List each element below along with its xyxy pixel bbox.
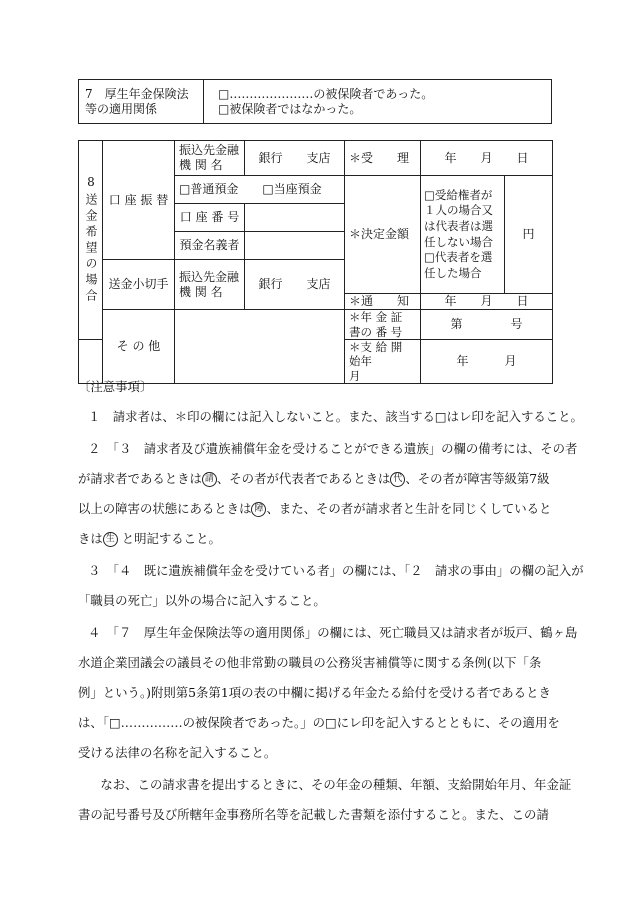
section8-table: [78, 140, 553, 384]
bank-branch-field[interactable]: 銀行 支店: [245, 141, 345, 176]
notice-label: ＊通 知: [345, 294, 421, 310]
remittance-check-label: 送金小切手: [103, 260, 175, 310]
other-field[interactable]: [175, 310, 345, 384]
certificate-number-label: ＊年 金 証 書の 番 号: [345, 310, 421, 340]
note-3-line-2: 「職員の死亡」以外の場合に記入すること。: [78, 593, 326, 608]
note-1: １ 請求者は、＊印の欄には記入しないこと。また、該当する□はレ印を記入すること。: [88, 409, 583, 424]
bank-name-label-2: 振込先金融機 関 名: [175, 260, 245, 310]
account-number-field[interactable]: [245, 204, 345, 232]
certificate-number-field[interactable]: 第 号: [421, 310, 553, 340]
decision-amount-unit: 円: [505, 176, 553, 294]
decision-case-options[interactable]: □受給権者が１人の場合又は代表者は選任しない場合□代表者を選任した場合: [421, 176, 505, 294]
note-4-line-4: は、「□……………の被保険者であった。」の□にレ印を記入するとともに、その適用を: [78, 715, 560, 730]
note-4-line-5: 受ける法律の名称を記入すること。: [78, 745, 277, 760]
account-transfer-label: 口 座 振 替: [103, 141, 175, 260]
note-2-line-2: が請求者であるときは 請 、その者が代表者であるときは 代 、その者が障害等級第7級: [78, 471, 550, 486]
note-2-line-1: ２ 「３ 請求者及び遺族補償年金を受けることができる遺族」の欄の備考には、その者: [88, 441, 578, 456]
notes-heading: 〔注意事項〕: [78, 379, 153, 394]
section8-side-label: 8送金希望の場合: [79, 141, 103, 340]
note-3-line-1: ３ 「４ 既に遺族補償年金を受けている者」の欄には、「２ 請求の事由」の欄の記入が: [88, 563, 584, 578]
section7-option-insured[interactable]: □…………………の被保険者であった。: [218, 86, 434, 101]
section7-option-not-insured[interactable]: □被保険者ではなかった。: [218, 101, 362, 116]
circled-mark: 障: [251, 502, 266, 517]
note-4-line-1: ４ 「７ 厚生年金保険法等の適用関係」の欄には、死亡職員又は請求者が坂戸、鶴ヶ島: [88, 625, 578, 640]
other-label: そ の 他: [103, 310, 175, 384]
account-holder-label: 預金名義者: [175, 232, 245, 260]
section7-label: 7 厚生年金保険法等の適用関係: [79, 80, 204, 124]
note-4-line-2: 水道企業団議会の議員その他非常勤の職員の公務災害補償等に関する条例(以下「条: [78, 655, 542, 670]
note-5-line-1: なお、この請求書を提出するときに、その年金の種類、年額、支給開始年月、年金証: [88, 777, 572, 792]
note-2-line-3: 以上の障害の状態にあるときは 障 、また、その者が請求者と生計を同じくしていると: [78, 501, 552, 516]
account-holder-field[interactable]: [245, 232, 345, 260]
receipt-date-field[interactable]: 年 月 日: [421, 141, 553, 176]
note-5-line-2: 書の記号番号及び所轄年金事務所名等を記載した書類を添付すること。また、この請: [78, 807, 549, 822]
account-number-label: 口 座 番 号: [175, 204, 245, 232]
decision-amount-label: ＊決定金額: [345, 176, 421, 294]
deposit-type-options[interactable]: □普通預金 □当座預金: [175, 176, 345, 204]
circled-mark: 代: [390, 472, 405, 487]
bank-name-label: 振込先金融機 関 名: [175, 141, 245, 176]
notice-date-field[interactable]: 年 月 日: [421, 294, 553, 310]
payment-start-field[interactable]: 年 月: [421, 340, 553, 384]
receipt-label: ＊受 理: [345, 141, 421, 176]
section7-table: [78, 79, 552, 124]
payment-start-label: ＊支 給 開 始年 月: [345, 340, 421, 384]
bank-branch-field-2[interactable]: 銀行 支店: [245, 260, 345, 310]
note-2-line-4: きは 生 と明記すること。: [78, 531, 221, 546]
note-4-line-3: 例」という。)附則第5条第1項の表の中欄に掲げる年金たる給付を受ける者であるとき: [78, 685, 551, 700]
circled-mark: 生: [103, 532, 118, 547]
circled-mark: 請: [202, 472, 217, 487]
